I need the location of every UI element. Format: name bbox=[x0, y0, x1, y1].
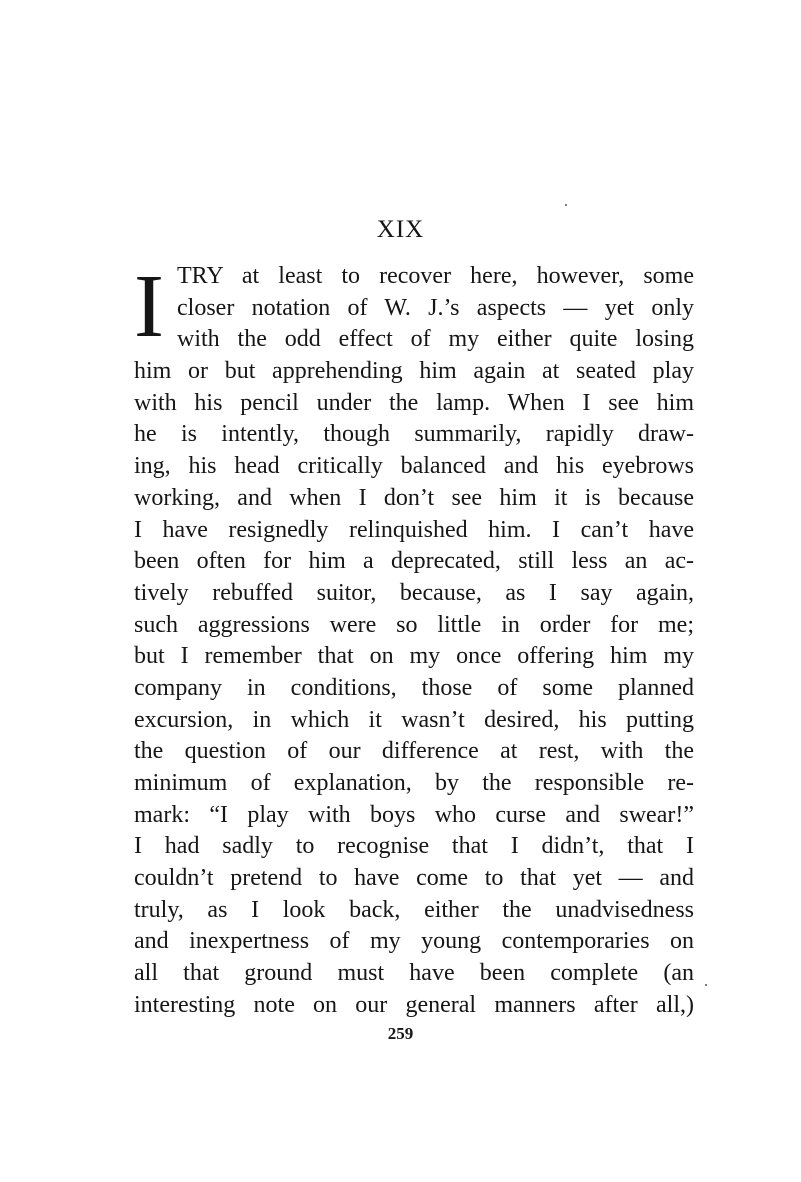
text-line: but I remember that on my once offering him my bbox=[134, 643, 694, 670]
text-line: minimum of explanation, by the responsible re- bbox=[134, 770, 694, 796]
text-line: been often for him a deprecated, still less an ac- bbox=[134, 548, 694, 575]
text-line: closer notation of W. J.’s aspects — yet only bbox=[177, 294, 694, 321]
drop-cap: I bbox=[134, 257, 164, 356]
text-line: tively rebuffed suitor, because, as I say again, bbox=[134, 579, 694, 606]
text-line: he is intently, though summarily, rapidly draw- bbox=[134, 421, 694, 448]
text-line: company in conditions, those of some planned bbox=[134, 674, 694, 701]
body-text bbox=[134, 257, 694, 1022]
text-line: all that ground must have been complete (an bbox=[134, 960, 694, 987]
text-line: with the odd effect of my either quite losing bbox=[177, 326, 694, 353]
text-line: interesting note on our general manners after all,) bbox=[134, 991, 694, 1018]
chapter-heading: XIX bbox=[376, 216, 425, 243]
text-line: with his pencil under the lamp. When I see him bbox=[134, 389, 694, 416]
text-line: working, and when I don’t see him it is because bbox=[134, 484, 694, 511]
text-line: couldn’t pretend to have come to that yet — and bbox=[134, 865, 694, 892]
text-line: such aggressions were so little in order for me; bbox=[134, 611, 694, 638]
text-line: ing, his head critically balanced and his eyebrows bbox=[134, 453, 694, 480]
print-speck bbox=[705, 984, 707, 986]
text-line: the question of our difference at rest, with the bbox=[134, 738, 694, 765]
text-line: truly, as I look back, either the unadvisedness bbox=[134, 896, 694, 923]
text-line: him or but apprehending him again at seated play bbox=[134, 358, 694, 385]
text-line: I had sadly to recognise that I didn’t, that I bbox=[134, 833, 694, 860]
text-line: TRY at least to recover here, however, some bbox=[177, 263, 694, 289]
print-speck bbox=[565, 204, 567, 206]
text-line: I have resignedly relinquished him. I can’t have bbox=[134, 516, 694, 543]
text-line: mark: “I play with boys who curse and swear!” bbox=[134, 801, 694, 828]
page-number: 259 bbox=[387, 1024, 414, 1043]
text-line: and inexpertness of my young contemporaries on bbox=[134, 928, 694, 955]
text-line: excursion, in which it wasn’t desired, his putting bbox=[134, 706, 694, 733]
